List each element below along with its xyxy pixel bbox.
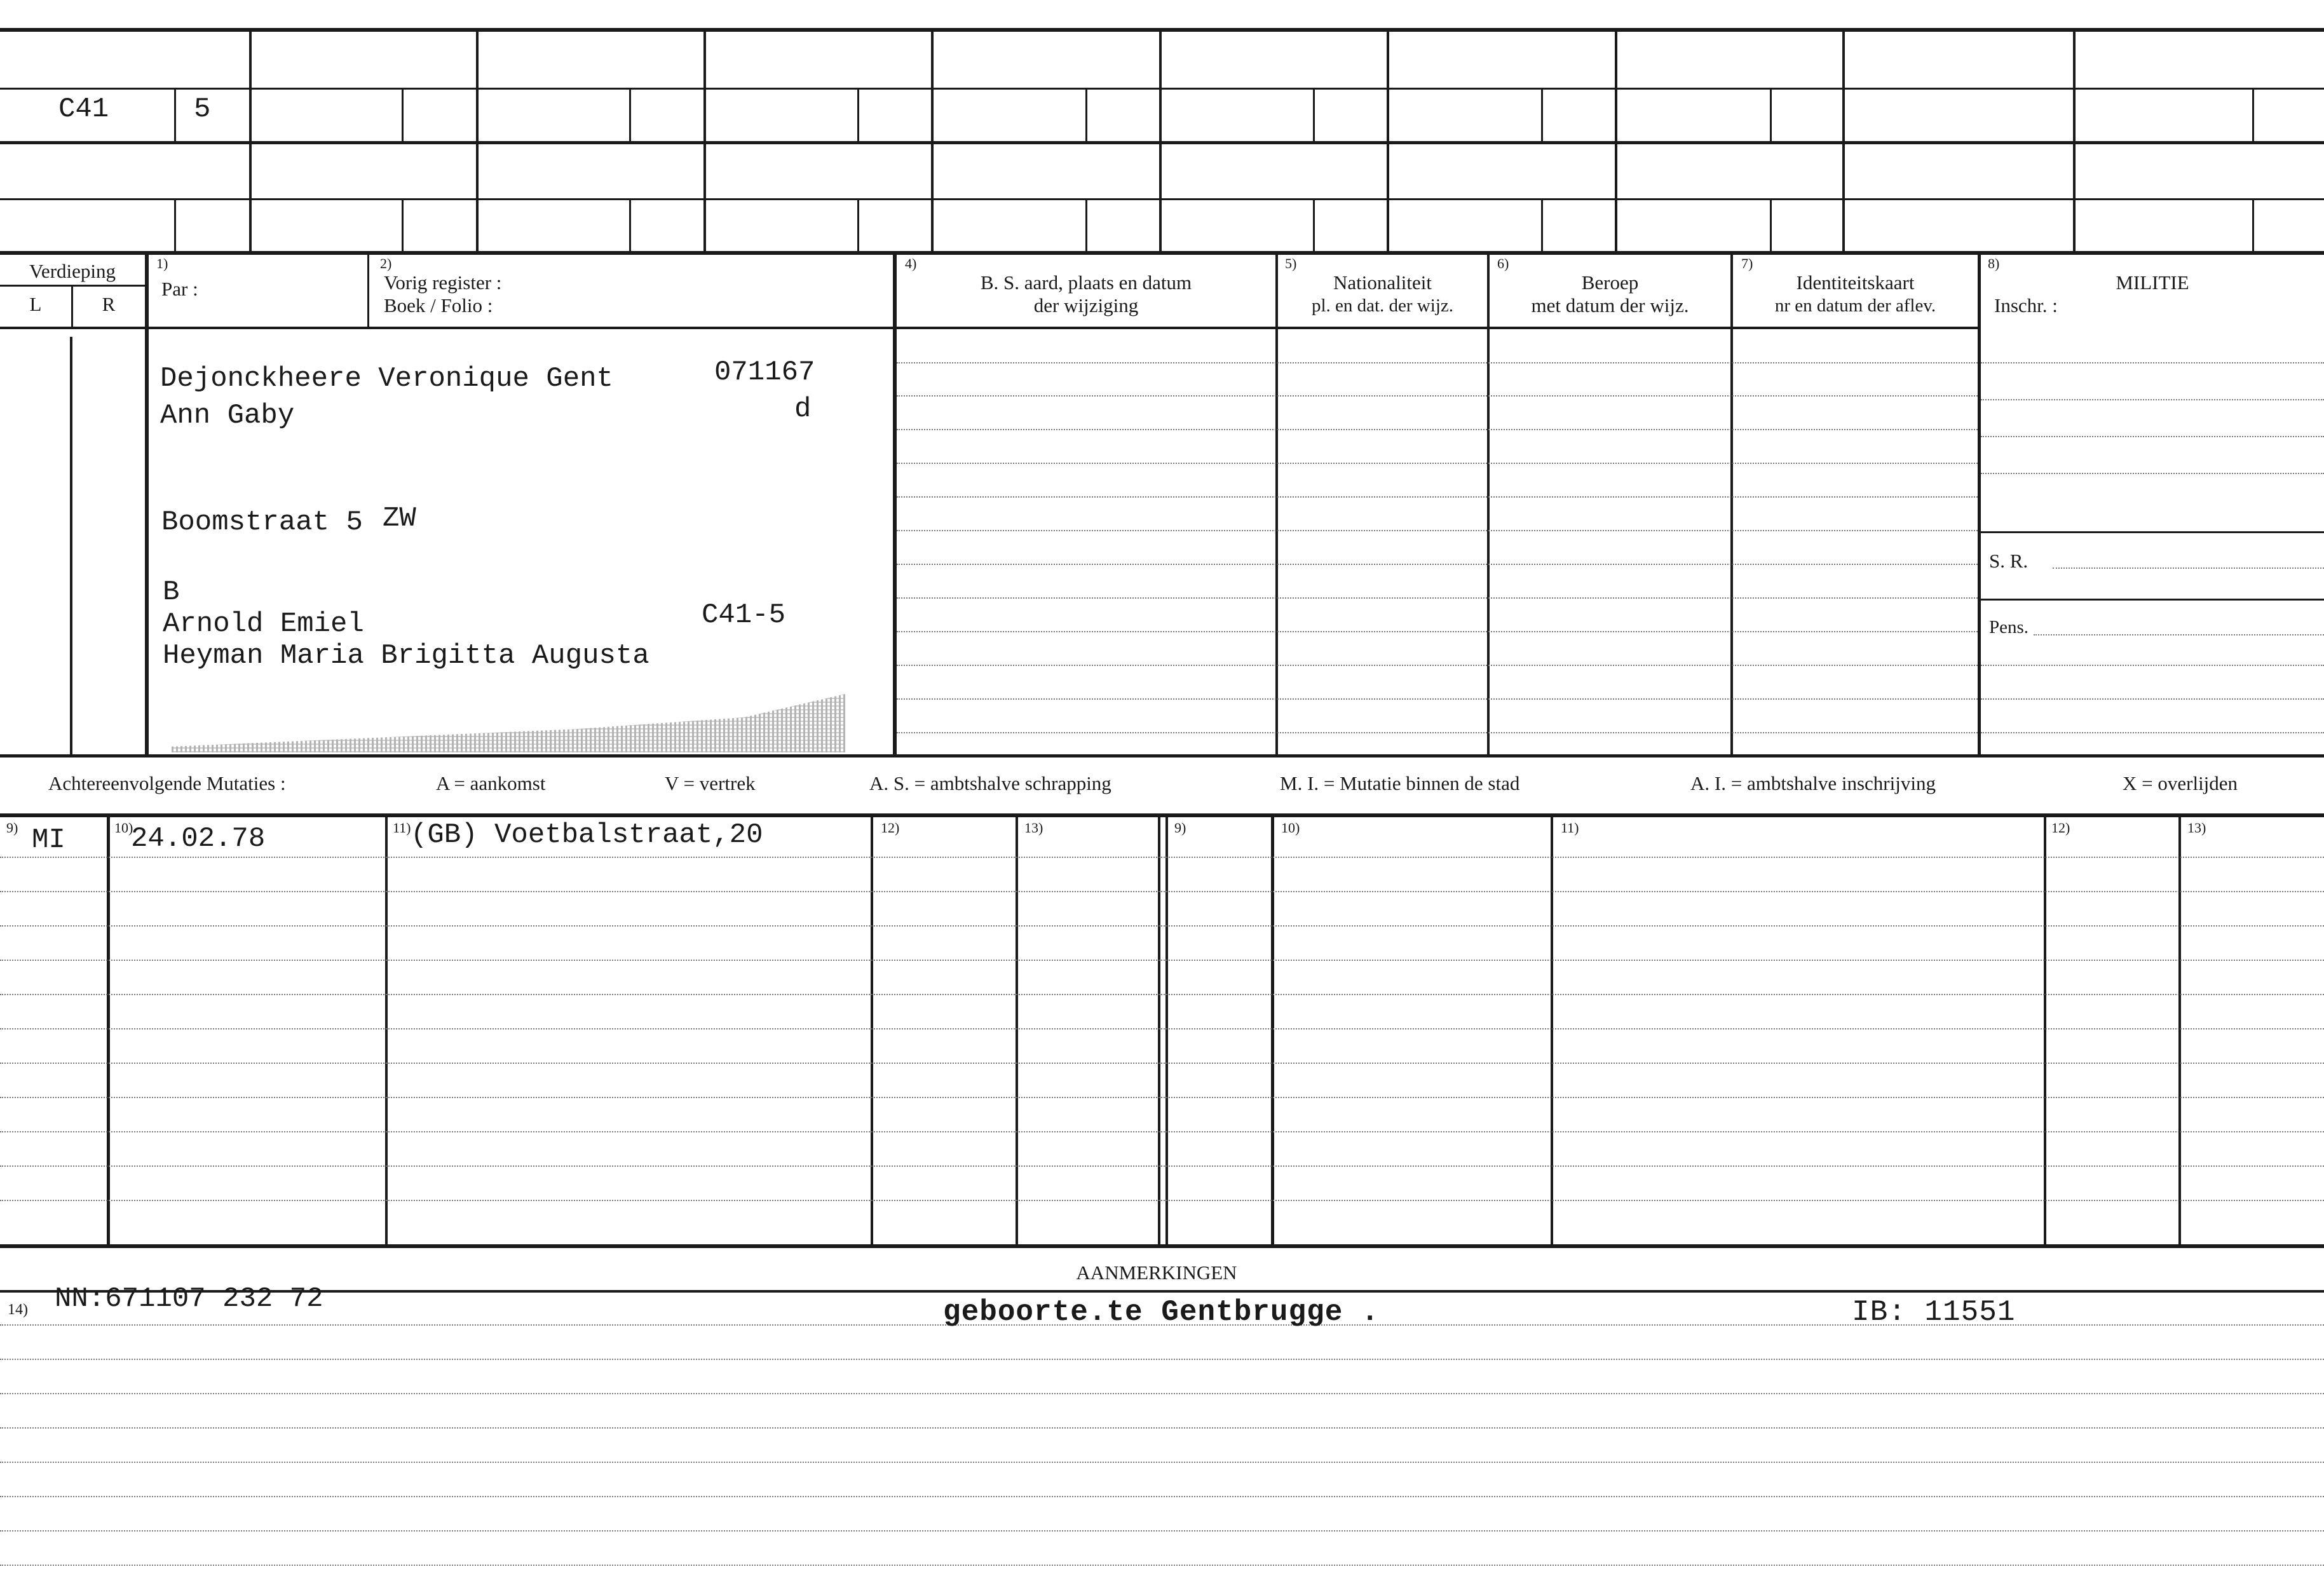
militie-num: 8) [1988, 255, 2000, 271]
militie-label: MILITIE [2116, 271, 2189, 294]
person-name-line: Dejonckheere Veronique Gent [160, 363, 613, 395]
vorig-register-label: Vorig register : [384, 271, 502, 294]
verdieping-label: Verdieping [29, 260, 116, 282]
civil-status: B [163, 576, 180, 608]
mut-col-9-left: 9) [6, 820, 18, 836]
col-l-label: L [29, 293, 42, 315]
vorig-num: 2) [380, 255, 392, 271]
mut-col-13-right: 13) [2187, 820, 2206, 836]
sex-mark: d [794, 393, 812, 425]
identiteitskaart-label: Identiteitskaart [1796, 271, 1915, 294]
mut-col-13-left: 13) [1024, 820, 1043, 836]
father-name: Arnold Emiel [163, 608, 364, 640]
beroep-label: Beroep [1581, 271, 1639, 294]
par-label: Par : [161, 278, 198, 300]
legend-as: A. S. = ambtshalve schrapping [869, 772, 1111, 794]
mutation-date: 24.02.78 [131, 823, 266, 855]
mutation-address: (GB) Voetbalstraat,20 [411, 819, 763, 851]
address-code: ZW [383, 503, 416, 534]
legend-x: X = overlijden [2123, 772, 2238, 794]
mut-col-10-right: 10) [1281, 820, 1300, 836]
id-num: 7) [1741, 255, 1753, 271]
nat-num: 5) [1285, 255, 1297, 271]
birth-date: 071167 [714, 357, 815, 388]
mut-col-12-right: 12) [2051, 820, 2070, 836]
pens-label: Pens. [1989, 617, 2029, 637]
ink-smudge [172, 694, 845, 752]
mother-name: Heyman Maria Brigitta Augusta [163, 640, 649, 672]
beroep-num: 6) [1497, 255, 1509, 271]
par-num: 1) [156, 255, 168, 271]
col-r-label: R [102, 293, 116, 315]
mutation-type: MI [32, 824, 65, 856]
national-number: NN:671107 232 72 [55, 1283, 323, 1315]
mut-col-9-right: 9) [1174, 820, 1186, 836]
nationaliteit-sub-label: pl. en dat. der wijz. [1311, 296, 1454, 316]
bs-num: 4) [905, 255, 917, 271]
remarks-title: AANMERKINGEN [1076, 1261, 1237, 1284]
legend-a: A = aankomst [436, 772, 546, 794]
bs-label-1: B. S. aard, plaats en datum [980, 271, 1192, 294]
identiteitskaart-sub-label: nr en datum der aflev. [1774, 296, 1936, 316]
inschr-label: Inschr. : [1994, 294, 2058, 316]
address: Boomstraat 5 [161, 506, 363, 538]
mut-col-11-right: 11) [1561, 820, 1579, 836]
legend-v: V = vertrek [665, 772, 756, 794]
legend-title: Achtereenvolgende Mutaties : [48, 772, 286, 794]
legend-ai: A. I. = ambtshalve inschrijving [1690, 772, 1936, 794]
beroep-sub-label: met datum der wijz. [1531, 294, 1689, 316]
remarks-num: 14) [8, 1301, 28, 1318]
person-given-names: Ann Gaby [160, 400, 295, 431]
nationaliteit-label: Nationaliteit [1333, 271, 1432, 294]
boek-folio-label: Boek / Folio : [384, 294, 493, 316]
top-number: 5 [194, 93, 211, 125]
top-code: C41 [58, 93, 109, 125]
bs-label-2: der wijziging [1033, 294, 1139, 316]
register-ref: C41-5 [702, 599, 786, 631]
ib-stamp: IB: 11551 [1852, 1296, 2016, 1329]
birth-stamp: geboorte.te Gentbrugge . [943, 1296, 1380, 1329]
mut-col-10-left: 10) [114, 820, 133, 836]
legend-mi: M. I. = Mutatie binnen de stad [1280, 772, 1520, 794]
mut-col-12-left: 12) [881, 820, 900, 836]
sr-label: S. R. [1989, 550, 2028, 572]
mut-col-11-left: 11) [393, 820, 411, 836]
